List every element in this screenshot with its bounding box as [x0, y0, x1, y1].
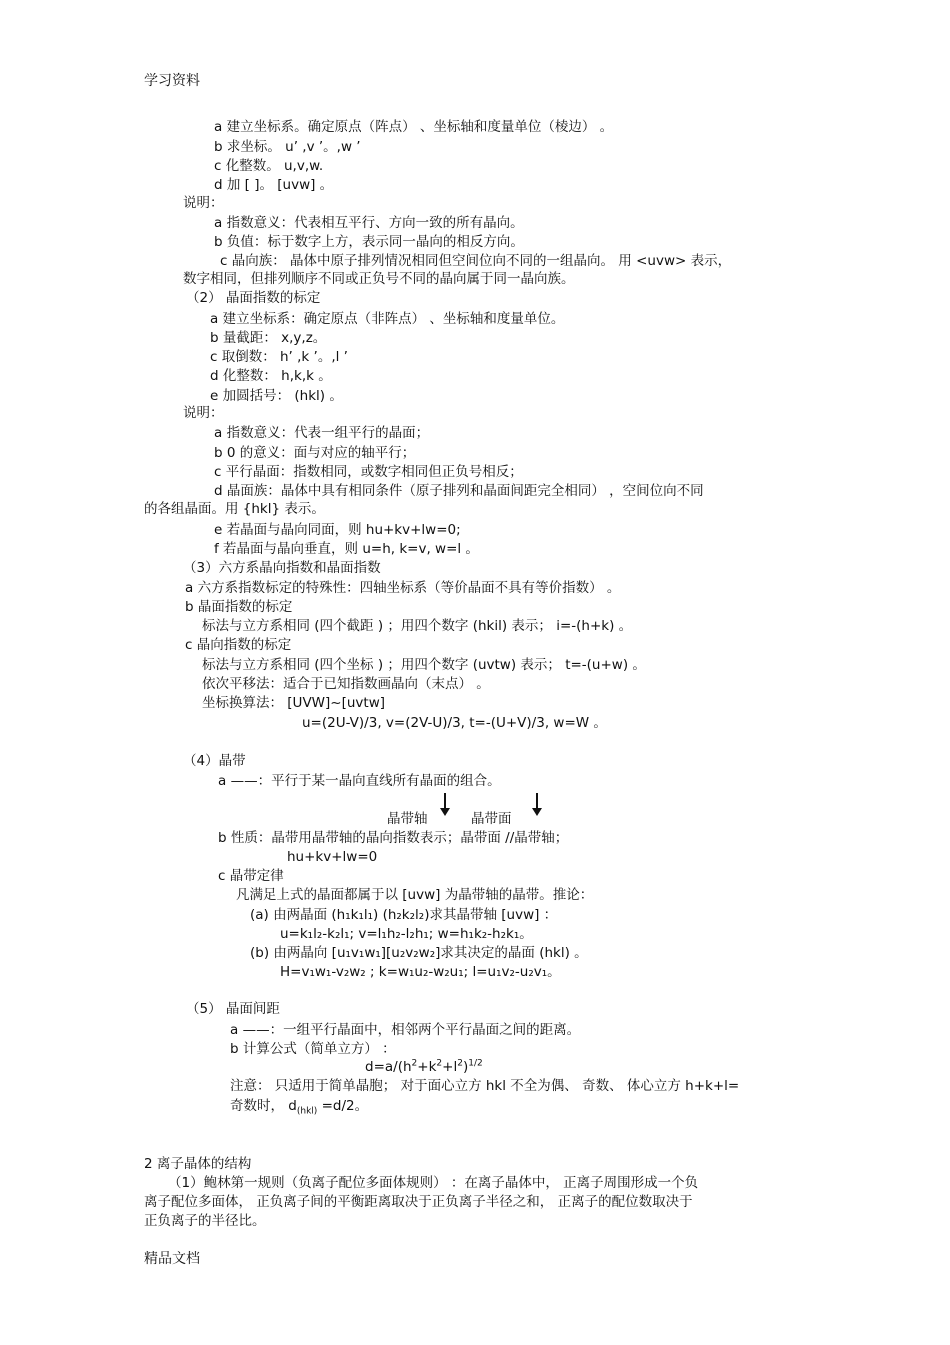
text-line: e 加圆括号： (hkl) 。 [210, 388, 343, 404]
text-line: a ——：一组平行晶面中，相邻两个平行晶面之间的距离。 [230, 1022, 581, 1038]
text-line: a 六方系指数标定的特殊性：四轴坐标系（等价晶面不具有等价指数） 。 [185, 580, 621, 596]
formula-sub: (hkl) [296, 1106, 318, 1117]
down-arrow-icon [440, 793, 450, 817]
formula-line: u=k₁l₂-k₂l₁; v=l₁h₂-l₂h₁; w=h₁k₂-h₂k₁。 [280, 926, 533, 942]
text-line: 坐标换算法： [UVW]~[uvtw] [202, 695, 386, 711]
label-zone-axis: 晶带轴 [387, 811, 428, 827]
formula-part: ) [462, 1059, 469, 1075]
text-line: d 加 [ ]。 [uvw] 。 [214, 177, 334, 193]
formula-sup: 2 [411, 1058, 418, 1069]
text-line: b 计算公式（简单立方） ： [230, 1041, 396, 1057]
text-line: c 取倒数： h’ ,k ’。,l ’ [210, 349, 348, 365]
text-part: =d/2。 [317, 1098, 369, 1114]
text-line: d 晶面族：晶体中具有相同条件（原子排列和晶面间距完全相同） ，空间位向不同 [214, 483, 704, 499]
formula-line: hu+kv+lw=0 [287, 849, 378, 865]
text-line: 数字相同，但排列顺序不同或正负号不同的晶向属于同一晶向族。 [183, 271, 575, 287]
text-line: (b) 由两晶向 [u₁v₁w₁][u₂v₂w₂]求其决定的晶面 (hkl) 。 [250, 945, 588, 961]
text-line: (a) 由两晶面 (h₁k₁l₁) (h₂k₂l₂)求其晶带轴 [uvw] ： [250, 907, 558, 923]
text-line: 标法与立方系相同 (四个坐标 ) ；用四个数字 (uvtw) 表示； t=-(u+w) 。 [202, 657, 646, 673]
text-line: e 若晶面与晶向同面，则 hu+kv+lw=0; [214, 522, 461, 538]
section-heading: （3）六方系晶向指数和晶面指数 [183, 560, 381, 576]
text-line: 依次平移法：适合于已知指数画晶向（末点） 。 [202, 676, 490, 692]
text-line: （1）鲍林第一规则（负离子配位多面体规则） ：在离子晶体中， 正离子周围形成一个负 [168, 1175, 699, 1191]
text-part: 奇数时， d [230, 1098, 297, 1114]
text-line: 标法与立方系相同 (四个截距 ) ；用四个数字 (hkil) 表示； i=-(h+k) 。 [202, 618, 633, 634]
text-line: 说明： [183, 405, 224, 421]
text-line: b 0 的意义：面与对应的轴平行； [214, 445, 416, 461]
text-line: b 求坐标。 u’ ,v ’。,w ’ [214, 139, 361, 155]
formula-sup: 2 [436, 1058, 443, 1069]
formula-line: H=v₁w₁-v₂w₂ ; k=w₁u₂-w₂u₁; l=u₁v₂-u₂v₁。 [280, 964, 561, 980]
formula-sup: 2 [457, 1058, 463, 1069]
formula-part: +k [417, 1059, 437, 1075]
text-line: 的各组晶面。用 {hkl} 表示。 [144, 501, 325, 517]
section-heading: （2） 晶面指数的标定 [186, 290, 321, 306]
text-line: a 建立坐标系。确定原点（阵点） 、坐标轴和度量单位（棱边） 。 [214, 119, 614, 135]
section-heading: （5） 晶面间距 [186, 1001, 280, 1017]
text-line: a 指数意义：代表一组平行的晶面； [214, 425, 430, 441]
text-line: c 平行晶面：指数相同，或数字相同但正负号相反； [214, 464, 523, 480]
text-line: c 晶向指数的标定 [185, 637, 292, 653]
text-line: b 量截距： x,y,z。 [210, 330, 327, 346]
text-line: c 晶带定律 [218, 868, 284, 884]
text-line: 说明： [183, 195, 224, 211]
text-line: c 化整数。 u,v,w. [214, 158, 324, 174]
text-line: 注意： 只适用于简单晶胞； 对于面心立方 hkl 不全为偶、 奇数、 体心立方 h+k+l= [230, 1078, 740, 1094]
text-line: 正负离子的半径比。 [144, 1213, 266, 1229]
label-zone-plane: 晶带面 [471, 811, 512, 827]
text-line: a ——：平行于某一晶向直线所有晶面的组合。 [218, 773, 501, 789]
text-line: d 化整数： h,k,k 。 [210, 368, 332, 384]
section-heading: 2 离子晶体的结构 [144, 1156, 252, 1172]
page-header: 学习资料 [144, 73, 200, 89]
formula-part: d=a/(h [365, 1059, 412, 1075]
text-line: f 若晶面与晶向垂直，则 u=h, k=v, w=l 。 [214, 541, 479, 557]
page-footer: 精品文档 [144, 1251, 200, 1267]
text-line [230, 1097, 368, 1115]
formula-part: +l [442, 1059, 458, 1075]
text-line: b 性质：晶带用晶带轴的晶向指数表示；晶带面 //晶带轴； [218, 830, 569, 846]
formula-sup: 1/2 [468, 1058, 483, 1069]
text-line: a 建立坐标系：确定原点（非阵点） 、坐标轴和度量单位。 [210, 311, 565, 327]
text-line: 凡满足上式的晶面都属于以 [uvw] 为晶带轴的晶带。推论： [236, 887, 594, 903]
text-line: a 指数意义：代表相互平行、方向一致的所有晶向。 [214, 215, 524, 231]
formula-line: u=(2U-V)/3, v=(2V-U)/3, t=-(U+V)/3, w=W 。 [302, 715, 607, 731]
section-heading: （4）晶带 [183, 753, 246, 769]
text-line: 离子配位多面体， 正负离子间的平衡距离取决于正负离子半径之和， 正离子的配位数取决于 [144, 1194, 693, 1210]
text-line: b 晶面指数的标定 [185, 599, 293, 615]
text-line: b 负值：标于数字上方，表示同一晶向的相反方向。 [214, 234, 524, 250]
text-line: c 晶向族： 晶体中原子排列情况相同但空间位向不同的一组晶向。 用 <uvw> 表示， [220, 253, 732, 269]
down-arrow-icon [532, 793, 542, 817]
formula-interplanar-spacing [365, 1058, 483, 1076]
